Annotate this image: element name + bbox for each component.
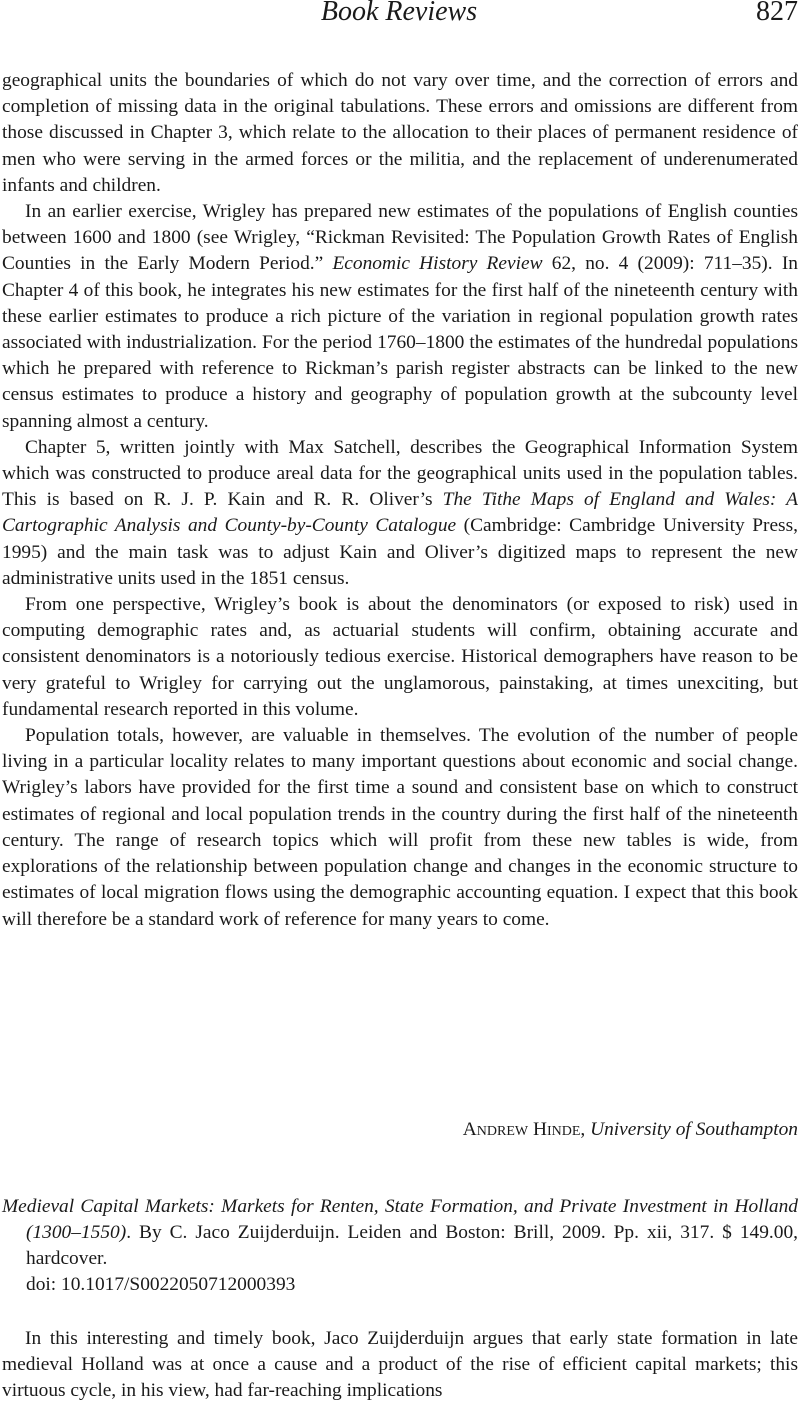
paragraph-5: Population totals, however, are valuable in themselves. The evolution of the number of people living in a particular locality relates to many important questions about economic and social change. Wrigley’s labors have provided for the first time a sound and consistent base on which to construct estimates of regional and local population trends in the country during the first half of the nineteenth century. The range of research topics which will profit from these new tables is wide, from explorations of the relationship between population change and changes in the economic structure to estimates of local migration flows using the demographic accounting equation. I expect that this book will therefore be a standard work of reference for many years to come. xyxy=(2,725,798,930)
reviewer-name: Andrew Hinde xyxy=(462,1119,581,1140)
paragraph-2-text-a: In an earlier exercise, Wrigley has prepared new estimates of the populations of English counties between 1600 and 1800 (see Wrigley, “Rickman Revisited: The Population Growth Rates of English Counties in the Early Modern Period.” xyxy=(2,201,798,275)
journal-title: Economic History Review xyxy=(332,253,543,275)
page-number: 827 xyxy=(756,0,798,27)
book-title: Medieval Capital Markets: Markets for Renten, State Formation, and Private Investment in Holland (1300–1550) xyxy=(2,1196,798,1243)
review-body-text xyxy=(2,68,798,933)
running-head xyxy=(0,0,798,34)
doi: doi: 10.1017/S0022050712000393 xyxy=(26,1274,296,1295)
next-review-opening: In this interesting and timely book, Jaco Zuijderduijn argues that early state formation in late medieval Holland was at once a cause and a product of the rise of efficient capital markets; this virtuous cycle, in his view, had far-reaching implications xyxy=(2,1328,798,1402)
reviewer-signature xyxy=(463,1117,798,1143)
paragraph-4: From one perspective, Wrigley’s book is about the denominators (or exposed to risk) used in computing demographic rates and, as actuarial students will confirm, obtaining accurate and consistent denominators is a notoriously tedious exercise. Historical demographers have reason to be very grateful to Wrigley for carrying out the unglamorous, painstaking, at times unexciting, but fundamental research reported in this volume. xyxy=(2,594,798,720)
paragraph-3-text-a: Chapter 5, written jointly with Max Satchell, describes the Geographical Information System which was constructed to produce areal data for the geographical units used in the population tables. This is based on R. J. P. Kain and R. R. Oliver’s xyxy=(2,436,798,511)
next-review-header xyxy=(2,1194,798,1298)
paragraph-2-text-c: 62, no. 4 (2009): 711–35). In Chapter 4 of this book, he integrates his new estimates for the first half of the nineteenth century with these earlier estimates to produce a rich picture of the variation in regional population growth rates associated with industrialization. For the period 1760–1800 the estimates of the hundredal populations which he prepared with reference to Rickman’s parish register abstracts can be linked to the new census estimates to produce a history and geography of population growth at the subcounty level spanning almost a century. xyxy=(2,253,798,432)
book-details: . By C. Jaco Zuijderduijn. Leiden and Boston: Brill, 2009. Pp. xii, 317. $ 149.00, hardcover. xyxy=(26,1222,798,1269)
book-citation xyxy=(2,1194,798,1272)
paragraph-3 xyxy=(2,435,798,592)
signature-separator: , xyxy=(580,1119,591,1140)
cited-book-title: The Tithe Maps of England and Wales: A Cartographic Analysis and County-by-County Catalogue xyxy=(2,489,798,537)
reviewer-affiliation: University of Southampton xyxy=(590,1119,798,1140)
paragraph-2 xyxy=(2,199,798,435)
paragraph-1: geographical units the boundaries of which do not vary over time, and the correction of errors and completion of missing data in the original tabulations. These errors and omissions are different from those discussed in Chapter 3, which relate to the allocation to their places of permanent residence of men who were serving in the armed forces or the militia, and the replacement of underenumerated infants and children. xyxy=(2,70,798,196)
running-title: Book Reviews xyxy=(320,0,478,27)
next-review-body xyxy=(2,1326,798,1405)
paragraph-3-text-c: (Cambridge: Cambridge University Press, 1995) and the main task was to adjust Kain and Oliver’s digitized maps to represent the new administrative units used in the 1851 census. xyxy=(2,515,798,589)
